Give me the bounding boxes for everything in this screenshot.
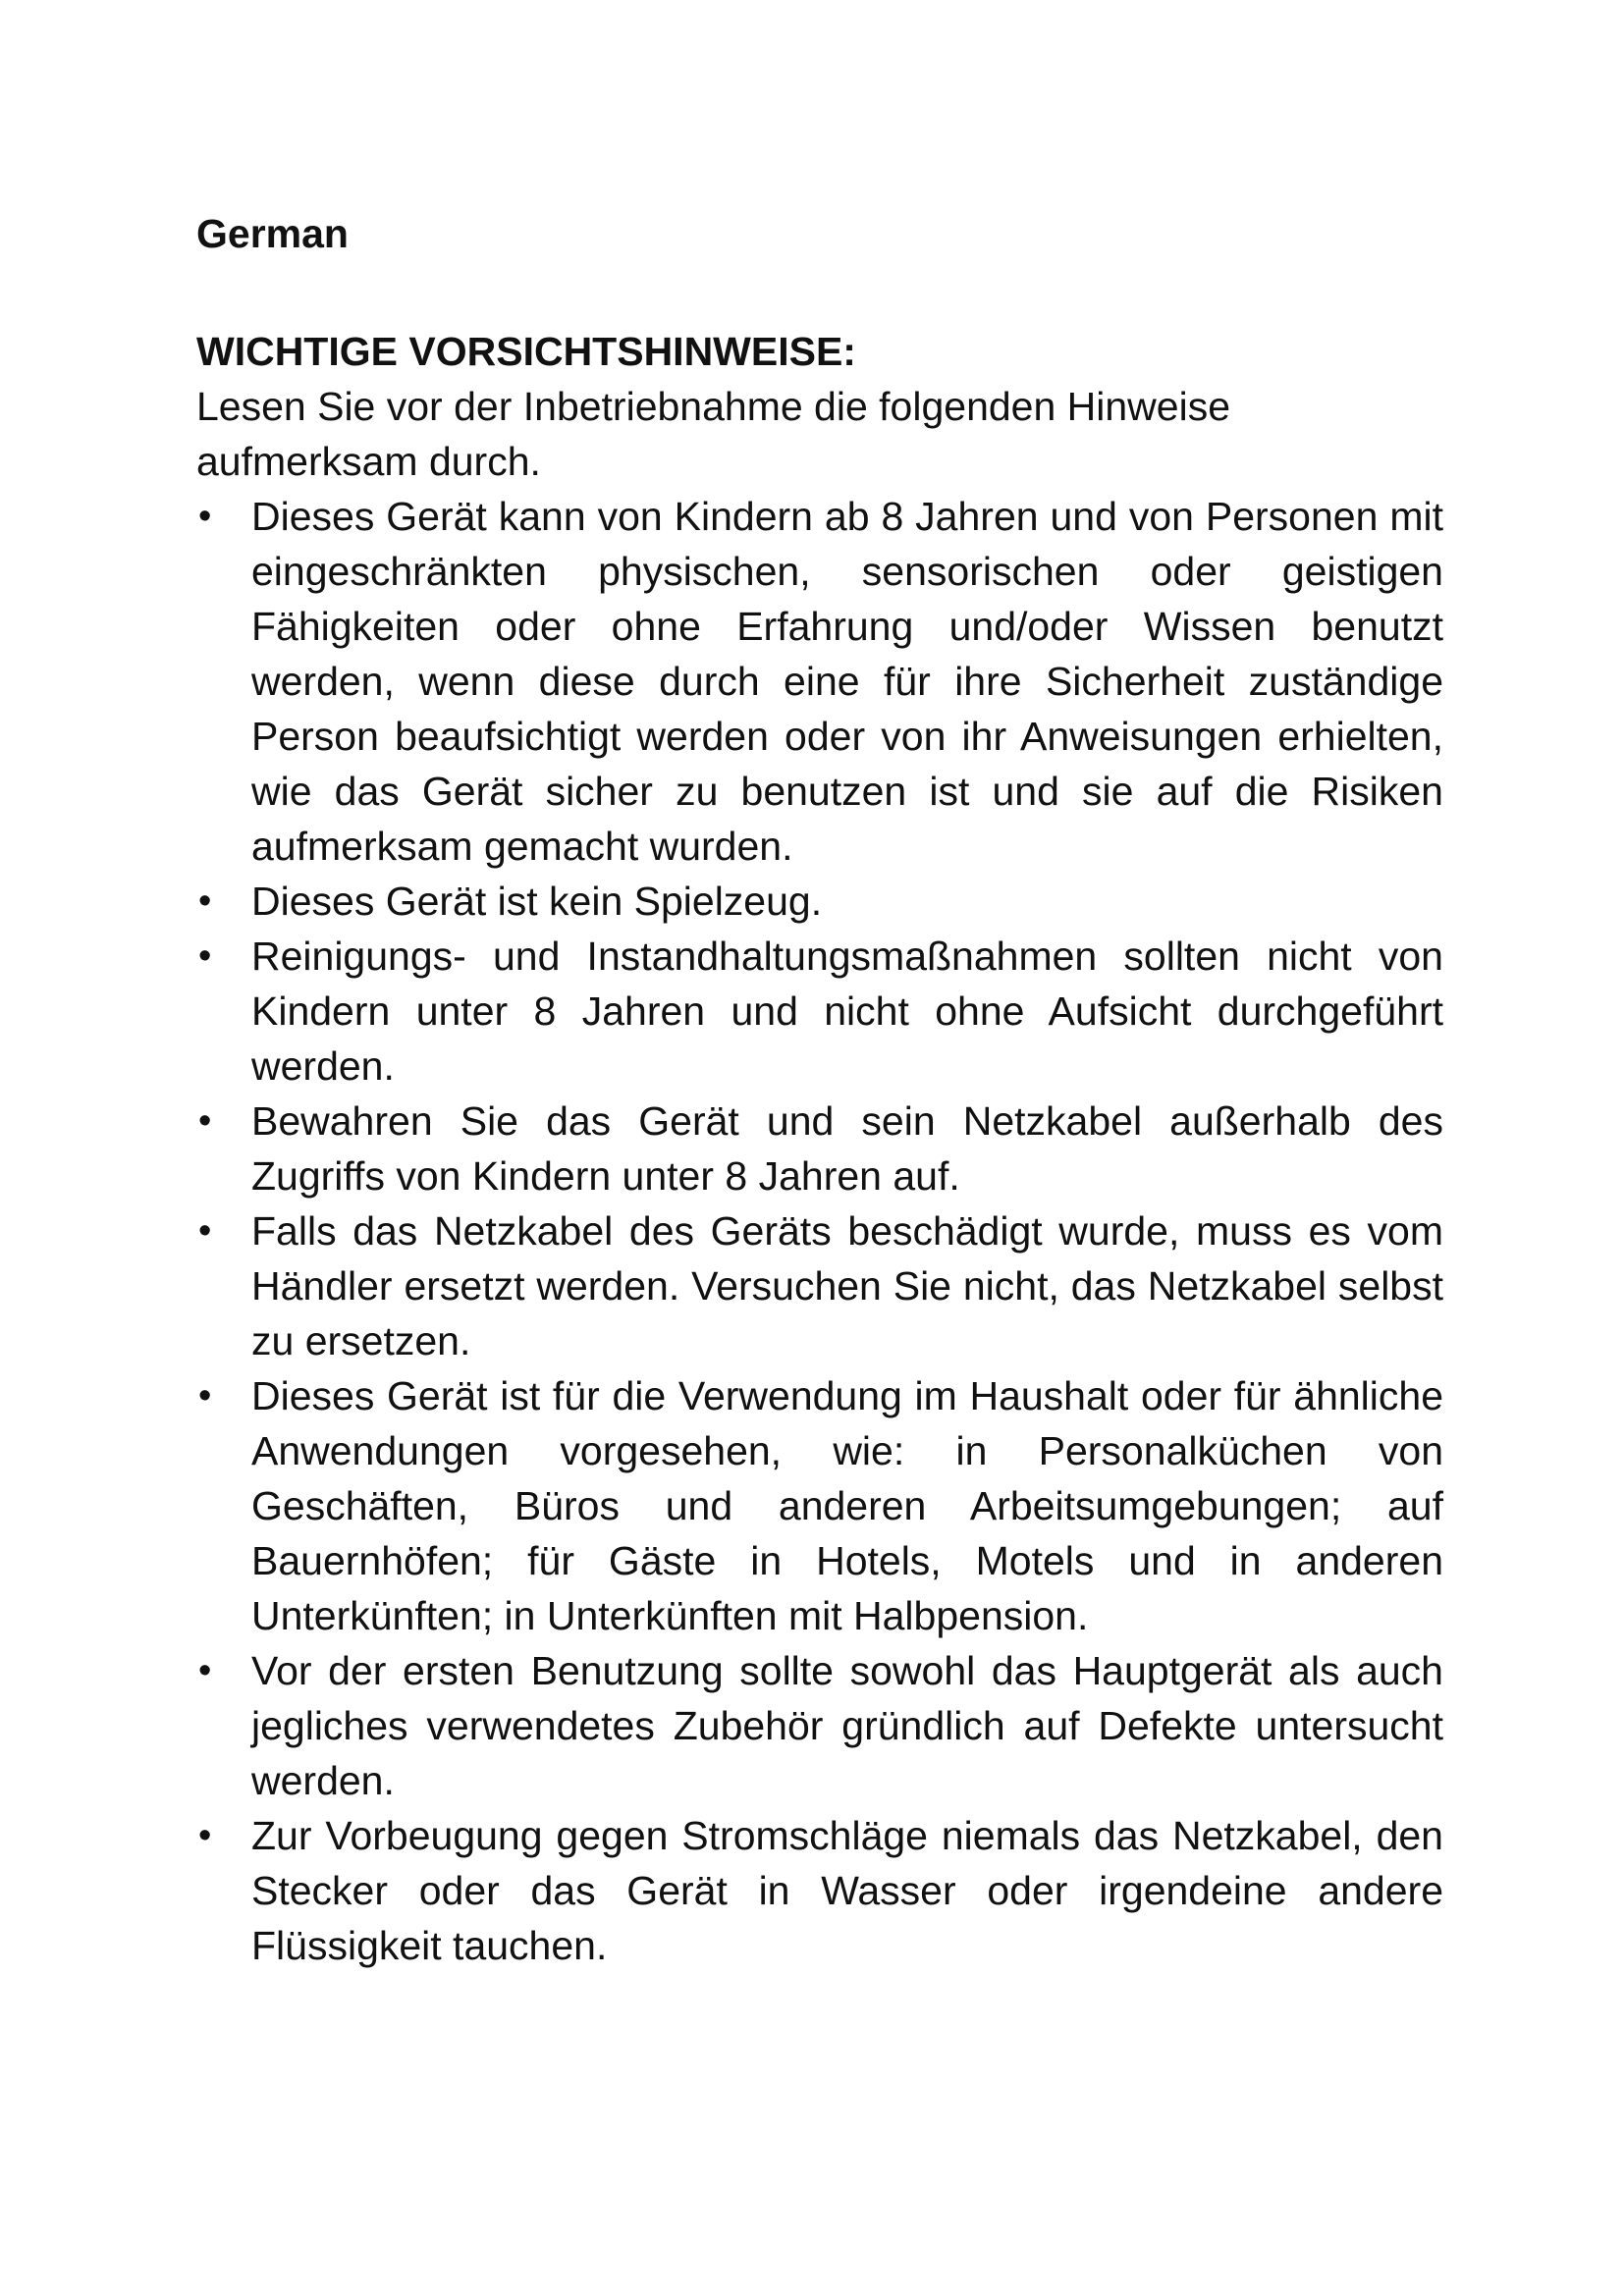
list-item: [196, 1094, 1443, 1203]
list-item: [196, 1643, 1443, 1808]
list-item-text: Zur Vorbeugung gegen Stromschläge niemals das Netzkabel, den Stecker oder das Gerät in Wasser oder irgendeine andere Flüssigkeit tauchen.: [251, 1813, 1443, 1968]
intro-text: Lesen Sie vor der Inbetriebnahme die folgenden Hinweise aufmerksam durch.: [196, 384, 1231, 484]
list-item: [196, 1203, 1443, 1368]
bullet-icon: •: [198, 1815, 212, 1856]
list-item-text: Reinigungs- und Instandhaltungsmaßnahmen sollten nicht von Kindern unter 8 Jahren und nicht ohne Aufsicht durchgeführt werden.: [251, 934, 1443, 1089]
list-item: [196, 489, 1443, 874]
language-label: German: [196, 211, 349, 256]
list-item: [196, 874, 1443, 929]
bullet-icon: •: [198, 1210, 212, 1252]
list-item-text: Bewahren Sie das Gerät und sein Netzkabel außerhalb des Zugriffs von Kindern unter 8 Jahren auf.: [251, 1098, 1443, 1199]
bullet-icon: •: [198, 881, 212, 922]
list-item-text: Dieses Gerät ist kein Spielzeug.: [251, 879, 823, 924]
list-item-text: Vor der ersten Benutzung sollte sowohl das Hauptgerät als auch jegliches verwendetes Zubehör gründlich auf Defekte untersucht werden.: [251, 1648, 1443, 1803]
document-page: [196, 206, 1443, 1973]
list-item-text: Falls das Netzkabel des Geräts beschädigt wurde, muss es vom Händler ersetzt werden. Versuchen Sie nicht, das Netzkabel selbst zu ersetzen.: [251, 1208, 1443, 1363]
bullet-icon: •: [198, 496, 212, 537]
bullet-icon: •: [198, 1650, 212, 1691]
bullet-icon: •: [198, 1100, 212, 1142]
precautions-heading: WICHTIGE VORSICHTSHINWEISE:: [196, 329, 856, 374]
bullet-icon: •: [198, 1375, 212, 1416]
precautions-list: [196, 489, 1443, 1973]
list-item-text: Dieses Gerät ist für die Verwendung im Haushalt oder für ähnliche Anwendungen vorgesehen, wie: in Personalküchen von Geschäften, Büros und anderen Arbeitsumgebungen; auf Bauernhöfen; für Gäste in Hotels, Motels und in anderen Unterkünften; in Unterkünften mit Halbpension.: [251, 1373, 1443, 1638]
bullet-icon: •: [198, 935, 212, 977]
list-item-text: Dieses Gerät kann von Kindern ab 8 Jahren und von Personen mit eingeschränkten physischen, sensorischen oder geistigen Fähigkeiten oder ohne Erfahrung und/oder Wissen benutzt werden, wenn diese durch eine für ihre Sicherheit zuständige Person beaufsichtigt werden oder von ihr Anweisungen erhielten, wie das Gerät sicher zu benutzen ist und sie auf die Risiken aufmerksam gemacht wurden.: [251, 494, 1443, 869]
list-item: [196, 1808, 1443, 1973]
list-item: [196, 929, 1443, 1094]
list-item: [196, 1368, 1443, 1643]
